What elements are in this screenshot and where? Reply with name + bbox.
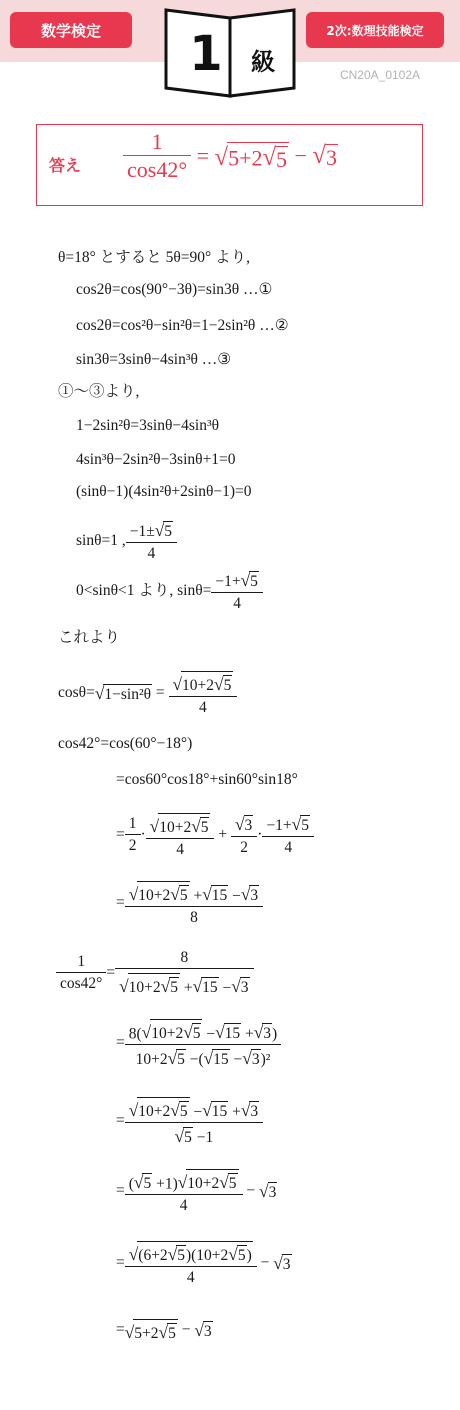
- expansion-line: = $\frac{1}{2}$ · √ 10+2 √ 5 4 + √ 3 2 · −1+ √ 5 4: [116, 812, 314, 857]
- grade-number: 1: [189, 26, 223, 82]
- solution-line-8: (sinθ−1)(4sin²θ+2sinθ−1)=0: [76, 483, 252, 500]
- solution-line-3: cos2θ=cos²θ−sin²θ=1−2sin²θ …②: [76, 317, 289, 334]
- cos42-result-line: = √ 10+2 √ 5 + √ 15 − √ 3 8: [116, 880, 263, 925]
- grade-kanji: 級: [251, 48, 275, 76]
- solution-line-14: =cos60°cos18°+sin60°sin18°: [116, 771, 298, 788]
- solution-line-13: cos42°=cos(60°−18°): [58, 735, 193, 752]
- solution-line-5: ①〜③より,: [58, 383, 140, 400]
- problem-code: CN20A_0102A: [339, 68, 421, 82]
- solution-line-9: sinθ=1 , −1± √ 5 4: [76, 520, 177, 561]
- simplify-line: = √ 10+2 √ 5 − √ 15 + √ 3 √ 5 −1: [116, 1096, 263, 1145]
- solution-line-1: θ=18° とすると 5θ=90° より,: [58, 249, 250, 266]
- answer-label: 答え: [49, 156, 82, 175]
- category-badge: 数学検定: [10, 12, 132, 48]
- solution-line-2: cos2θ=cos(90°−3θ)=sin3θ …①: [76, 281, 273, 298]
- solution-line-7: 4sin³θ−2sin²θ−3sinθ+1=0: [76, 451, 236, 468]
- solution-line-6: 1−2sin²θ=3sinθ−4sin³θ: [76, 417, 220, 434]
- solution-line-9-text: sinθ=1 ,: [76, 531, 126, 549]
- combined-root-line: = √ (6+2 √ 5 )(10+2 √ 5 ) 4 − √ 3: [116, 1240, 292, 1285]
- cos-theta-line: cosθ= √ 1−sin²θ = √ 10+2 √ 5 4: [58, 670, 237, 715]
- reciprocal-line: $\frac{1}{\cos 42^\circ}$ = 8 √ 10+2 √ 5 + √ 15 − √ 3: [56, 950, 254, 995]
- solution-line-4: sin3θ=3sinθ−4sin³θ …③: [76, 351, 232, 368]
- answer-expression: $\frac{1}{\cos 42^\circ}$ = √ 5+2 √ 5 − √ 3: [123, 131, 338, 181]
- rationalize-line: = 8( √ 10+2 √ 5 − √ 15 + √ 3 ) 10+2 √ 5 −( √ 15 − √ 3 )²: [116, 1018, 281, 1067]
- exam-type-badge: 2次:数理技能検定: [306, 12, 444, 48]
- solution-line-10: 0<sinθ<1 より, sinθ= −1+ √ 5 4: [76, 570, 263, 611]
- final-result-line: = √ 5+2 √ 5 − √ 3: [116, 1318, 213, 1342]
- solution-line-10-text: 0<sinθ<1 より, sinθ=: [76, 581, 212, 599]
- product-line: = ( √ 5 +1) √ 10+2 √ 5 4 − √ 3: [116, 1168, 277, 1213]
- answer-box: [36, 124, 423, 206]
- solution-line-11: これより: [58, 629, 121, 646]
